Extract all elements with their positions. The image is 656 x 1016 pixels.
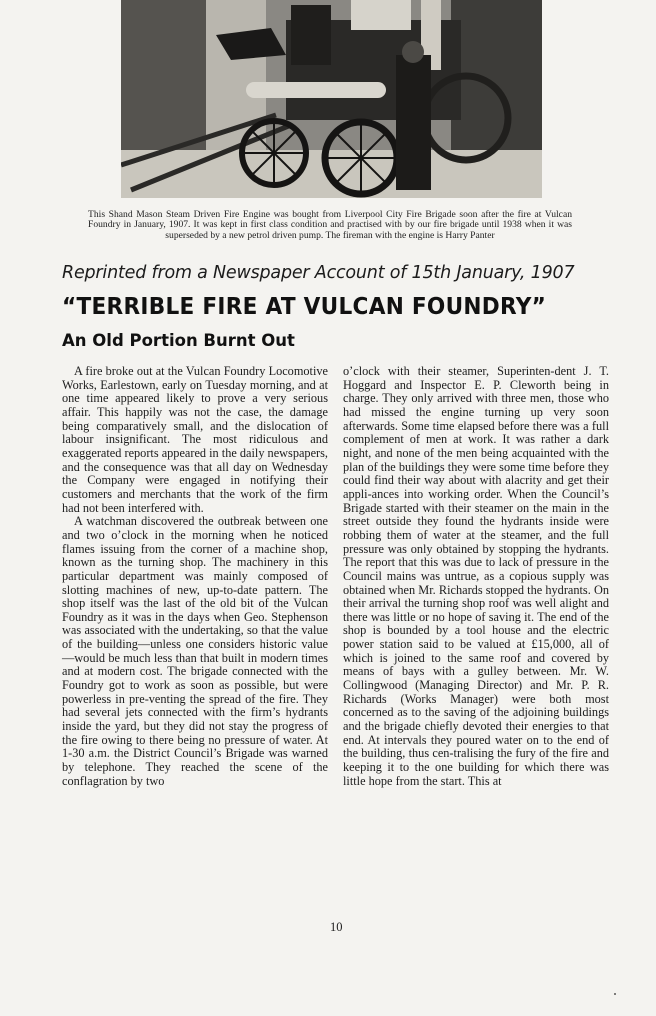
- fire-engine-photo: [121, 0, 542, 198]
- paragraph: A watchman discovered the outbreak between one and two o’clock in the morning when he noticed flames issuing from the corner of a machine shop, known as the turning shop. The machinery in this particular department was mainly composed of slotting machines of new, up-to-date pattern. The shop itself was the last of the old bit of the Vulcan Foundry as it was in the days when Geo. Stephenson was associated with the undertaking, so that the value of the building—unless one considers historic value—would be much less than that built in modern times and at modern cost. The brigade connected with the Foundry got to work as soon as possible, but were powerless in pre-venting the spread of the fire. They had several jets connected with the firm’s hydrants inside the yard, but they did not stay the progress of the fire owing to there being no pressure of water. At 1-30 a.m. the District Council’s Brigade was warned by telephone. They reached the scene of the conflagration by two: [62, 514, 328, 788]
- print-speck: [614, 993, 616, 995]
- article-kicker: Reprinted from a Newspaper Account of 15th January, 1907: [62, 263, 575, 283]
- article-column-right: [343, 365, 609, 788]
- paragraph: A fire broke out at the Vulcan Foundry Locomotive Works, Earlestown, early on Tuesday morning, and at one time appeared likely to prove a very serious affair. This happily was not the case, the damage being comparatively small, and the dislocation of labour insignificant. The most ridiculous and exaggerated reports appeared in the daily newspapers, and the consequence was that all day on Wednesday the Company were engaged in notifying their customers and merchants that the work of the firm had not been interfered with.: [62, 364, 328, 515]
- article-subhead: An Old Portion Burnt Out: [62, 331, 295, 350]
- page-number: 10: [330, 920, 343, 934]
- article-headline: “TERRIBLE FIRE AT VULCAN FOUNDRY”: [62, 292, 547, 320]
- fire-engine-illustration: [121, 0, 542, 198]
- photo-caption: This Shand Mason Steam Driven Fire Engine was bought from Liverpool City Fire Brigade soon after the fire at Vulcan Foundry in January, 1907. It was kept in first class condition and practised with by our fire brigade until 1938 when it was superseded by a new petrol driven pump. The fireman with the engine is Harry Panter: [88, 209, 572, 241]
- article-column-left: [62, 365, 328, 788]
- paragraph: o’clock with their steamer, Superinten-dent J. T. Hoggard and Inspector E. P. Cleworth being in charge. They only arrived with three men, those who had missed the engine turning up very soon afterwards. Some time elapsed before there was a full complement of men at work. It was rather a dark night, and none of the men being acquainted with the plan of the buildings they were some time before they could find their way about with alacrity and get their appli-ances into working order. When the Council’s Brigade started with their steamer on the main in the street outside they found the hydrants inside were robbing them of water at the steamer, and the full pressure was only obtained by stopping the hydrants. The report that this was due to lack of pressure in the Council mains was untrue, as a copious supply was obtained when Mr. Richards stopped the hydrants. On their arrival the turning shop roof was well alight and there was little or no hope of saving it. The end of the shop is bounded by a tool house and the electric power station said to be valued at £15,000, all of which is joined to the same roof and covered by means of bays with a gulley between. Mr. W. Collingwood (Managing Director) and Mr. P. R. Richards (Works Manager) were both most concerned as to the saving of the adjoining buildings and the brigade chiefly devoted their energies to that end. At intervals they poured water on to the end of the building, thus cen-tralising the fury of the fire and keeping it to the one building for which there was little hope from the start. This at: [343, 364, 609, 788]
